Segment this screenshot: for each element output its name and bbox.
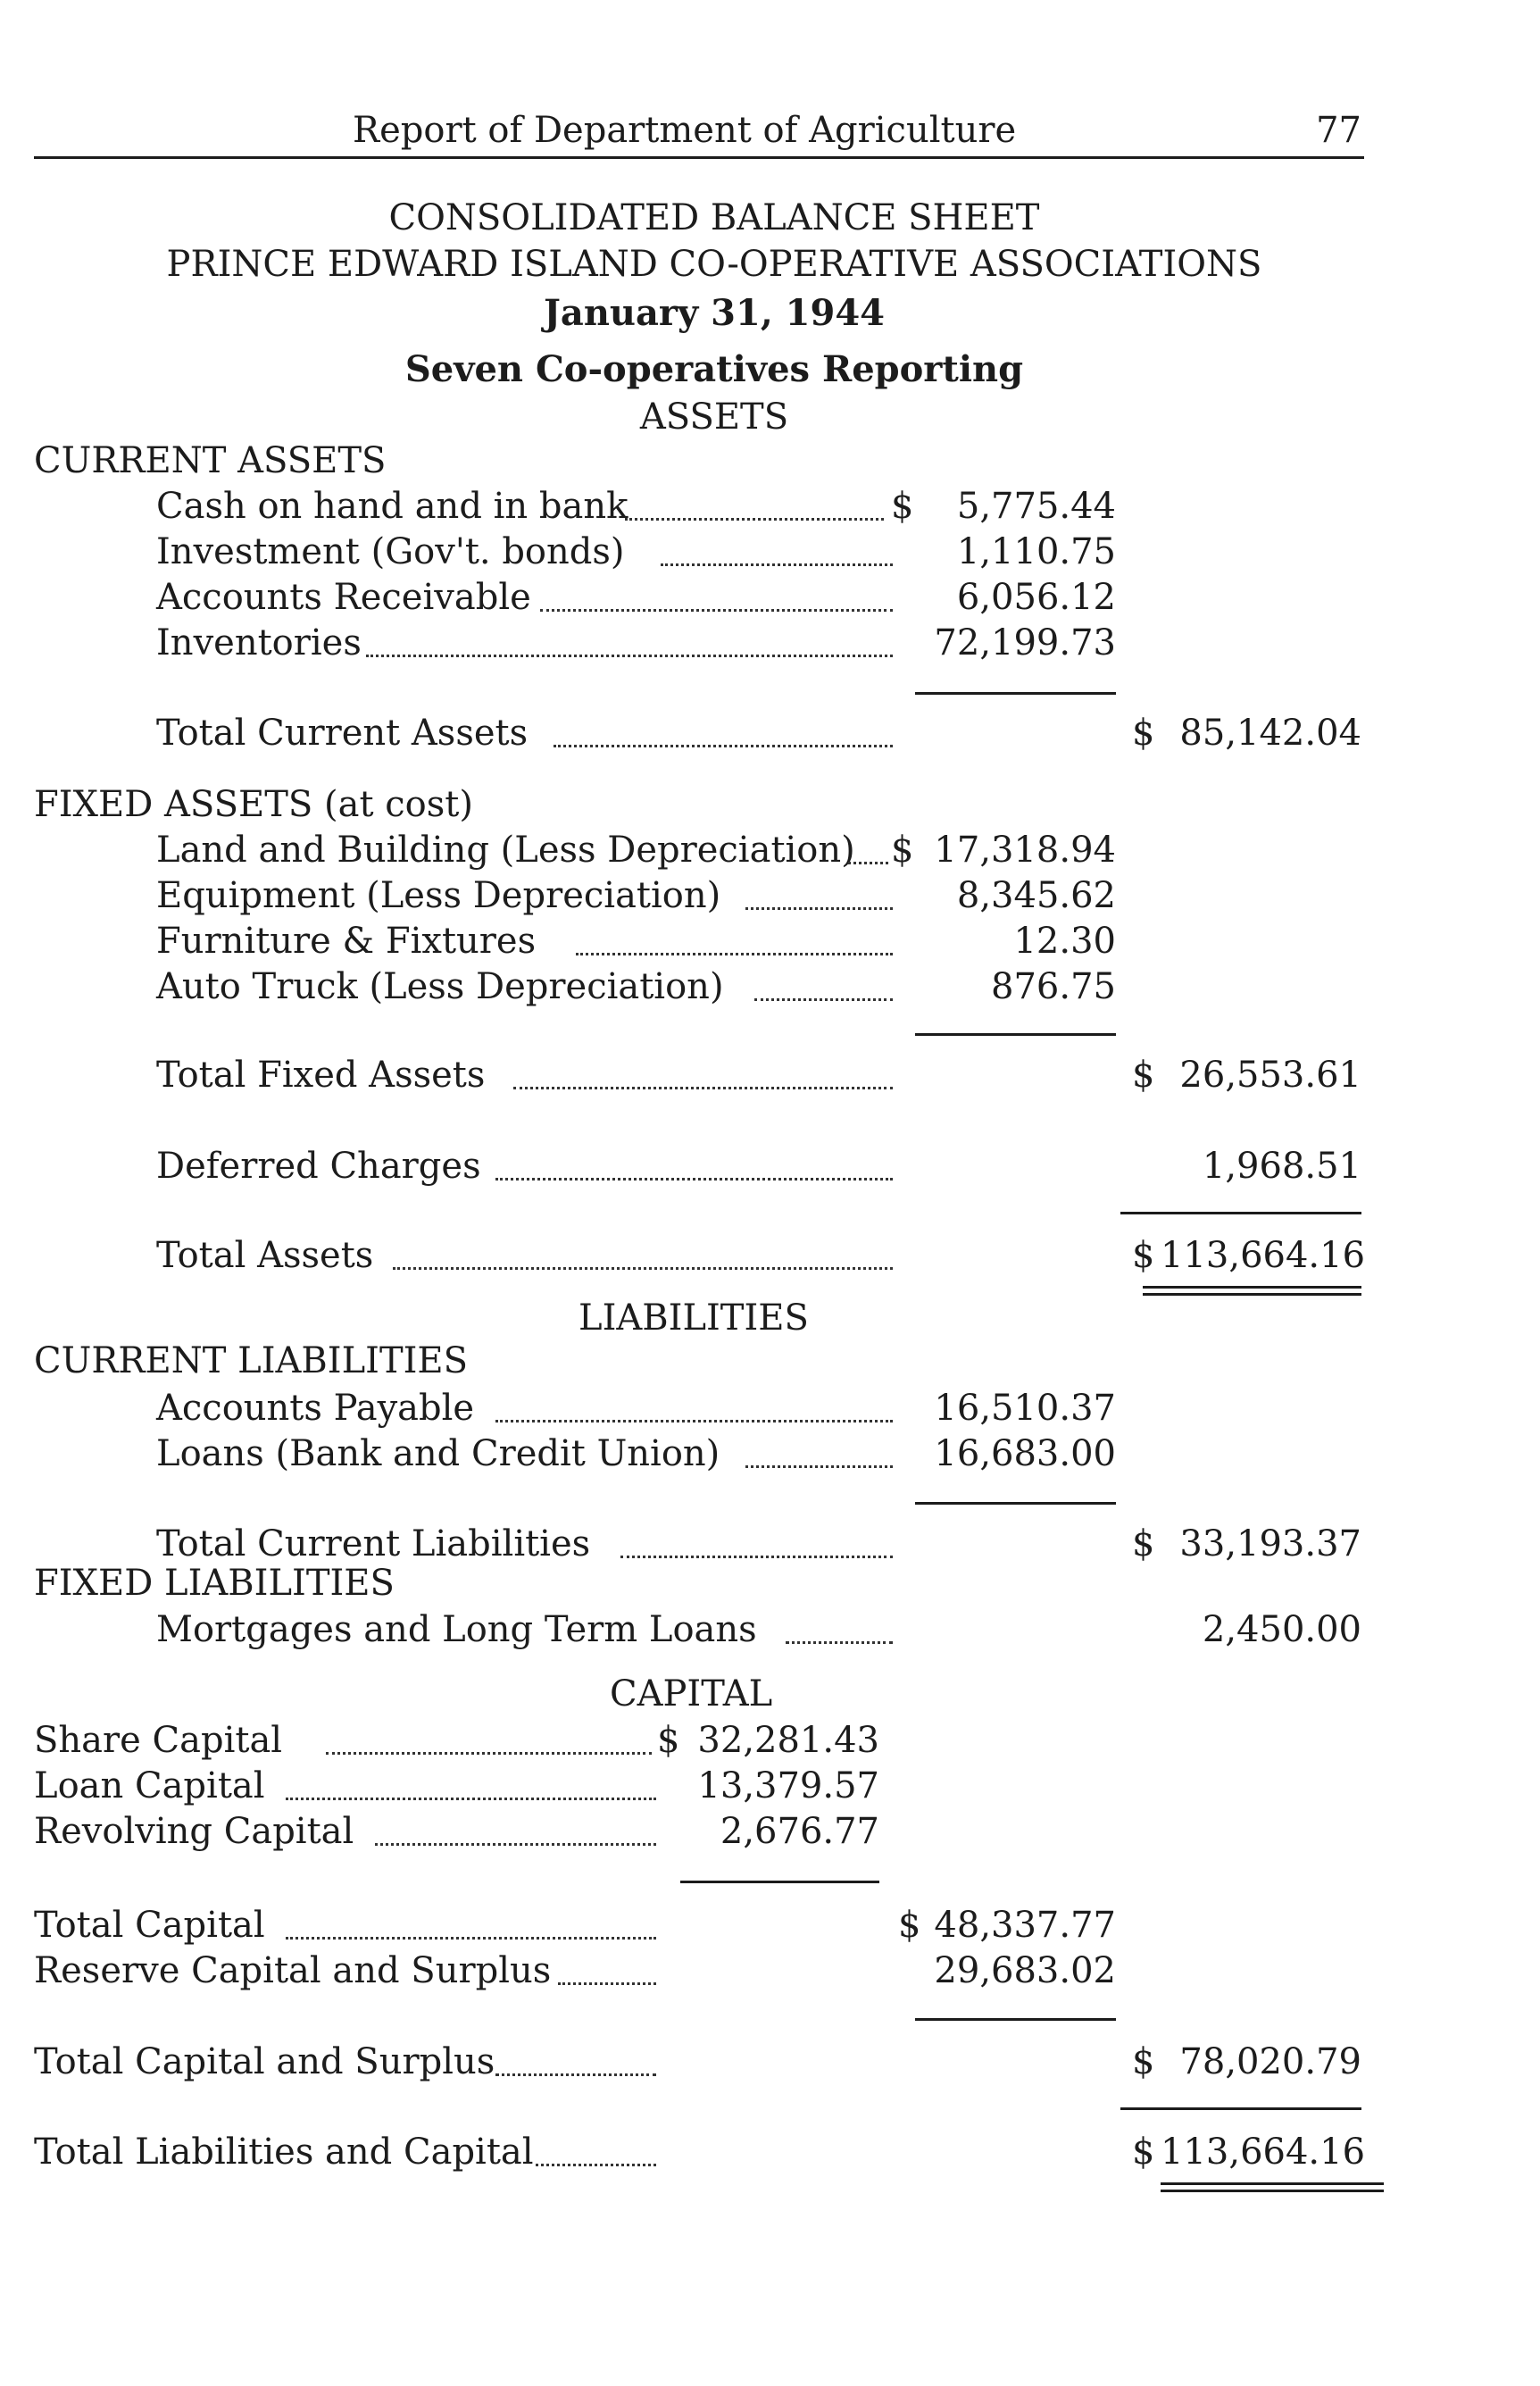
dot-leader: [286, 1798, 656, 1800]
dot-leader: [513, 1087, 893, 1089]
grand-total-amount: 113,664.16: [1161, 2132, 1366, 2173]
subtotal-rule: [915, 1502, 1116, 1505]
total-label: Total Fixed Assets: [156, 1055, 486, 1096]
item-label: Accounts Payable: [156, 1388, 475, 1429]
dot-leader: [536, 2164, 656, 2166]
fixed-liabilities-heading: FIXED LIABILITIES: [34, 1563, 395, 1604]
double-rule: [1161, 2182, 1384, 2192]
item-label: Furniture & Fixtures: [156, 921, 537, 962]
total-capital-surplus-amount: 78,020.79: [1179, 2041, 1361, 2082]
subtotal-rule: [915, 1033, 1116, 1036]
item-label: Inventories: [156, 622, 362, 663]
organization-name: PRINCE EDWARD ISLAND CO-OPERATIVE ASSOCIATIONS: [166, 244, 1262, 285]
item-amount: 8,345.62: [956, 875, 1116, 916]
item-amount: 12.30: [1013, 921, 1116, 962]
current-liabilities-heading: CURRENT LIABILITIES: [34, 1340, 469, 1381]
dot-leader: [558, 1982, 656, 1985]
total-capital-label: Total Capital: [34, 1905, 265, 1946]
item-amount: 72,199.73: [934, 622, 1116, 663]
total-rule: [1120, 1212, 1361, 1214]
total-capital-amount: 48,337.77: [934, 1905, 1116, 1946]
dot-leader: [554, 745, 893, 747]
dot-leader: [786, 1641, 893, 1644]
dot-leader: [745, 907, 893, 910]
current-assets-heading: CURRENT ASSETS: [34, 440, 387, 481]
page-number: 77: [1316, 110, 1361, 151]
item-label: Accounts Receivable: [156, 577, 531, 618]
liabilities-heading: LIABILITIES: [579, 1297, 809, 1339]
total-label: Total Current Liabilities: [156, 1523, 591, 1564]
dollar-sign: $: [1132, 2132, 1155, 2173]
dot-leader: [576, 953, 893, 955]
total-assets-amount: 113,664.16: [1161, 1235, 1366, 1276]
item-label: Auto Truck (Less Depreciation): [156, 966, 724, 1007]
grand-total-label: Total Liabilities and Capital: [34, 2132, 534, 2173]
dot-leader: [495, 2073, 656, 2076]
sheet-title: CONSOLIDATED BALANCE SHEET: [388, 197, 1040, 238]
total-label: Total Current Assets: [156, 713, 529, 754]
fixed-assets-heading: FIXED ASSETS (at cost): [34, 784, 473, 825]
total-amount: 26,553.61: [1179, 1055, 1361, 1096]
subtotal-rule: [915, 2018, 1116, 2021]
dot-leader: [366, 655, 893, 657]
item-label: Mortgages and Long Term Loans: [156, 1609, 757, 1650]
total-rule: [1120, 2107, 1361, 2110]
dot-leader: [375, 1843, 656, 1846]
item-amount: 2,676.77: [720, 1811, 879, 1852]
reserve-capital-amount: 29,683.02: [934, 1950, 1116, 1991]
item-amount: 32,281.43: [697, 1720, 879, 1761]
running-title: Report of Department of Agriculture: [353, 110, 1017, 151]
total-assets-label: Total Assets: [156, 1235, 374, 1276]
dot-leader: [620, 1556, 893, 1558]
item-amount: 13,379.57: [697, 1765, 879, 1806]
dot-leader: [745, 1465, 893, 1468]
dot-leader: [495, 1420, 893, 1422]
item-label: Loans (Bank and Credit Union): [156, 1433, 720, 1474]
dot-leader: [625, 518, 884, 521]
item-amount: 17,318.94: [934, 830, 1116, 871]
dot-leader: [848, 862, 888, 864]
dollar-sign: $: [891, 830, 914, 871]
dot-leader: [286, 1937, 656, 1940]
dot-leader: [393, 1267, 893, 1270]
dollar-sign: $: [1132, 713, 1155, 754]
item-label: Investment (Gov't. bonds): [156, 531, 625, 572]
subtotal-rule: [680, 1881, 879, 1883]
total-amount: 85,142.04: [1179, 713, 1361, 754]
capital-heading: CAPITAL: [610, 1673, 773, 1714]
item-amount: 16,683.00: [934, 1433, 1116, 1474]
item-amount: 16,510.37: [934, 1388, 1116, 1429]
assets-heading: ASSETS: [639, 396, 789, 438]
sheet-date: January 31, 1944: [543, 292, 885, 334]
total-amount: 33,193.37: [1179, 1523, 1361, 1564]
item-amount: 876.75: [991, 966, 1116, 1007]
item-amount: 1,110.75: [956, 531, 1116, 572]
deferred-charges-label: Deferred Charges: [156, 1146, 481, 1187]
item-label: Equipment (Less Depreciation): [156, 875, 721, 916]
dollar-sign: $: [657, 1720, 680, 1761]
item-amount: 6,056.12: [956, 577, 1116, 618]
item-label: Land and Building (Less Depreciation): [156, 830, 855, 871]
header-rule: [34, 156, 1364, 159]
dot-leader: [495, 1178, 893, 1180]
dollar-sign: $: [1132, 2041, 1155, 2082]
total-capital-surplus-label: Total Capital and Surplus: [34, 2041, 495, 2082]
item-amount: 5,775.44: [956, 486, 1116, 527]
subtotal-rule: [915, 692, 1116, 695]
dot-leader: [754, 998, 893, 1001]
item-label: Cash on hand and in bank: [156, 486, 628, 527]
deferred-charges-amount: 1,968.51: [1202, 1146, 1361, 1187]
dollar-sign: $: [1132, 1055, 1155, 1096]
dollar-sign: $: [891, 486, 914, 527]
item-amount: 2,450.00: [1202, 1609, 1361, 1650]
dollar-sign: $: [898, 1905, 921, 1946]
dot-leader: [540, 609, 893, 612]
reserve-capital-label: Reserve Capital and Surplus: [34, 1950, 552, 1991]
dollar-sign: $: [1132, 1523, 1155, 1564]
item-label: Share Capital: [34, 1720, 283, 1761]
double-rule: [1143, 1286, 1361, 1296]
dollar-sign: $: [1132, 1235, 1155, 1276]
dot-leader: [326, 1752, 652, 1755]
reporting-subtitle: Seven Co-operatives Reporting: [404, 348, 1024, 390]
dot-leader: [661, 563, 893, 566]
item-label: Loan Capital: [34, 1765, 265, 1806]
item-label: Revolving Capital: [34, 1811, 354, 1852]
